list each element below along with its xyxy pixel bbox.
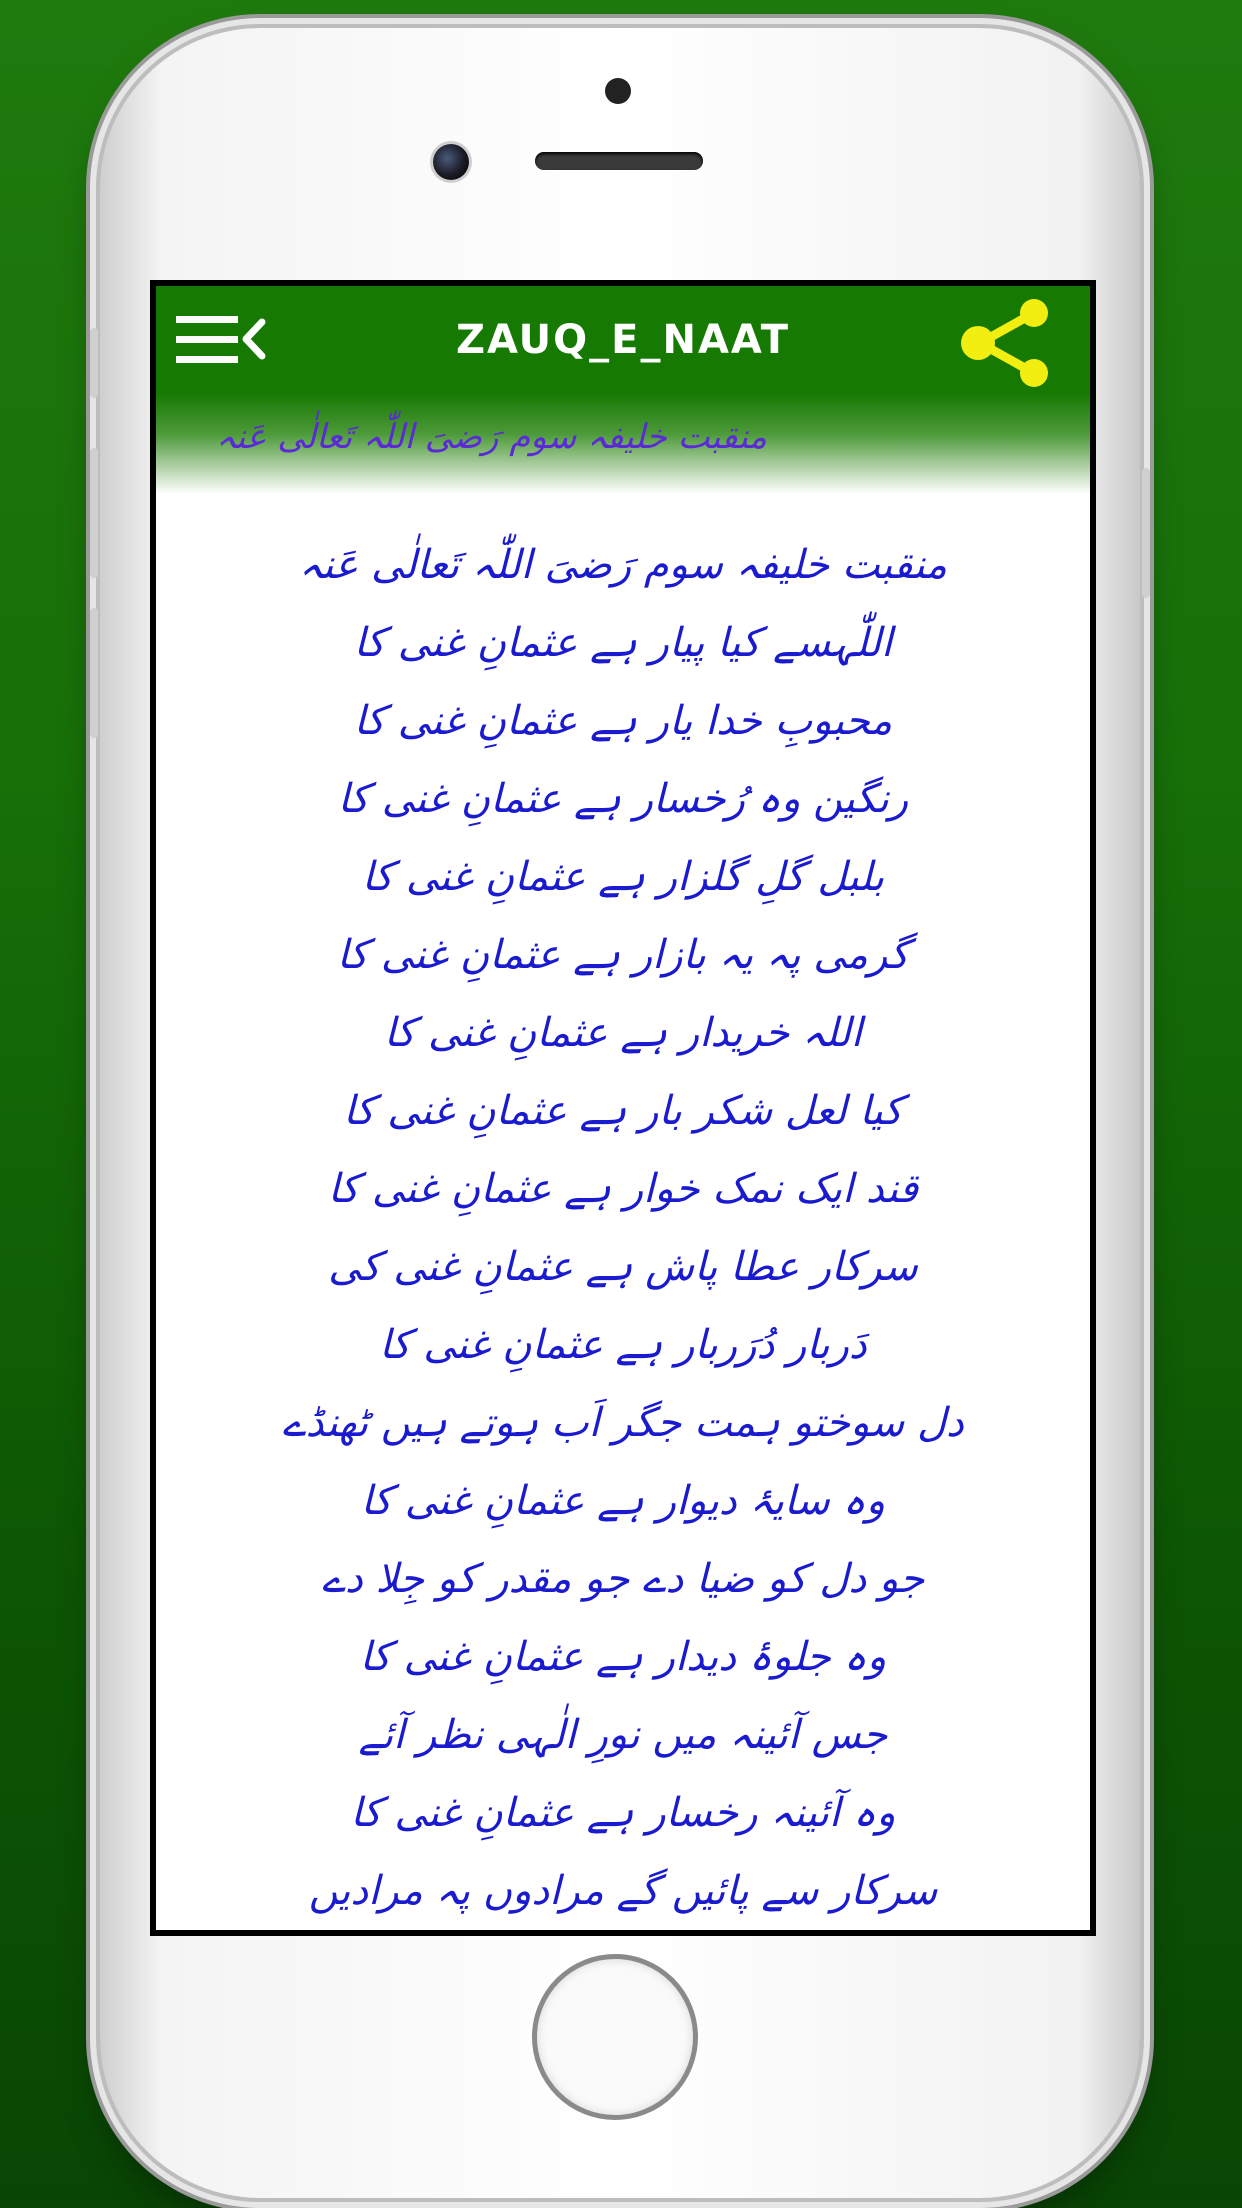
home-button[interactable] — [532, 1954, 698, 2120]
verse-line: سرکار عطا پاش ہے عثمانِ غنی کی — [328, 1244, 918, 1290]
earpiece-speaker — [535, 152, 703, 170]
volume-down-button — [90, 608, 98, 738]
volume-up-button — [90, 448, 98, 578]
verse-line: منقبت خلیفہ سوم رَضیَ اللّٰہ تَعالٰی عَنہ — [298, 542, 948, 588]
verse-line: دل سوختو ہمت جگر اَب ہوتے ہیں ٹھنڈے — [282, 1400, 964, 1446]
app-bar — [156, 286, 1090, 394]
front-camera-icon — [433, 144, 469, 180]
proximity-sensor — [605, 78, 631, 104]
verse-line: قند ایک نمک خوار ہے عثمانِ غنی کا — [327, 1166, 919, 1212]
app-title: ZAUQ_E_NAAT — [455, 317, 791, 363]
verse-line: جس آئینہ میں نورِ الٰہی نظر آئے — [358, 1712, 888, 1758]
verse-list — [156, 526, 1090, 1930]
subheader — [156, 394, 1090, 494]
verse-line: اللہ خریدار ہے عثمانِ غنی کا — [384, 1010, 862, 1056]
verse-line: وہ سایۂ دیوار ہے عثمانِ غنی کا — [360, 1478, 886, 1524]
verse-line: سرکار سے پائیں گے مرادوں پہ مرادیں — [308, 1868, 938, 1914]
app-screen — [150, 280, 1096, 1936]
verse-line: جو دل کو ضیا دے جو مقدر کو جِلا دے — [321, 1556, 925, 1602]
share-icon[interactable] — [956, 298, 1056, 388]
verse-line: رنگین وہ رُخسار ہے عثمانِ غنی کا — [337, 776, 909, 822]
verse-line: وہ جلوۂ دیدار ہے عثمانِ غنی کا — [359, 1634, 887, 1680]
verse-line: وہ آئینہ رخسار ہے عثمانِ غنی کا — [350, 1790, 896, 1836]
verse-line: گرمی پہ یہ بازار ہے عثمانِ غنی کا — [336, 932, 910, 978]
verse-line: دَربار دُرَربار ہے عثمانِ غنی کا — [379, 1322, 867, 1368]
volume-button — [90, 328, 98, 398]
verse-line: کیا لعل شکر بار ہے عثمانِ غنی کا — [343, 1088, 903, 1134]
subheader-title: منقبت خلیفہ سوم رَضیَ اللّٰہ تَعالٰی عَنہ — [216, 417, 767, 457]
verse-line: محبوبِ خدا یار ہے عثمانِ غنی کا — [353, 698, 893, 744]
verse-line: بلبل گلِ گلزار ہے عثمانِ غنی کا — [361, 854, 885, 900]
verse-line: اللّٰہسے کیا پیار ہے عثمانِ غنی کا — [353, 620, 893, 666]
power-button — [1142, 468, 1150, 598]
